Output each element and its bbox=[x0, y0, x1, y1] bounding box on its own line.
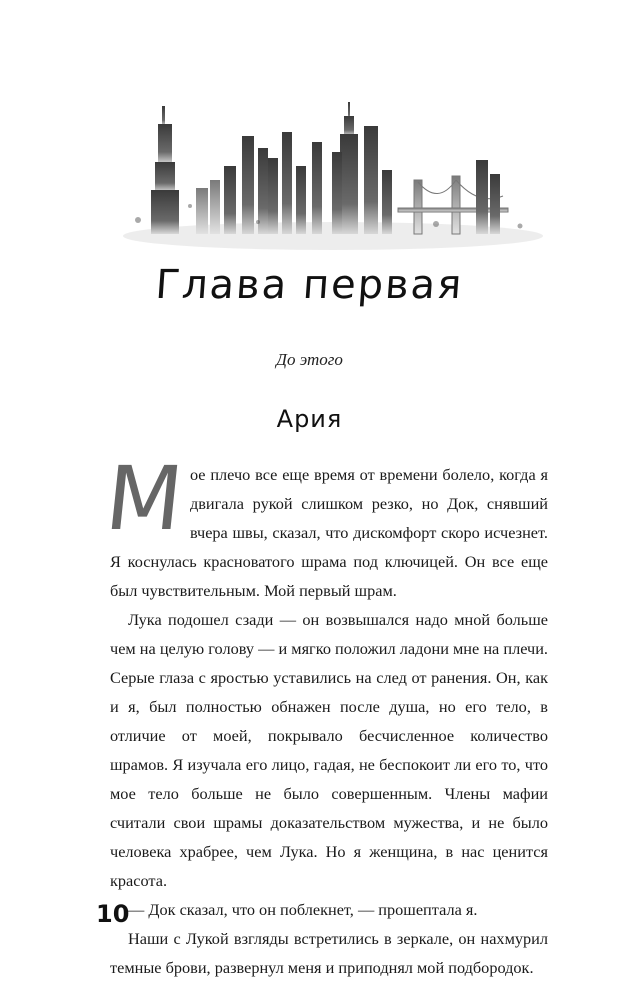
skyscraper-icon bbox=[340, 102, 358, 234]
drop-cap: М bbox=[100, 447, 188, 550]
paragraph: — Док сказал, что он поблекнет, — прошептала я. bbox=[128, 900, 478, 919]
chapter-title: Глава первая bbox=[154, 262, 465, 308]
chapter-subtitle: До этого bbox=[276, 350, 343, 369]
statue-of-liberty-icon bbox=[151, 106, 179, 234]
section-title: Ария bbox=[276, 405, 343, 433]
page-number: 10 bbox=[96, 900, 130, 928]
paragraph: Наши с Лукой взгляды встретились в зеркале, он нахмурил темные брови, развернул меня и приподнял мой подбородок. bbox=[110, 929, 548, 977]
body-text bbox=[100, 447, 548, 982]
city-skyline-illustration bbox=[118, 96, 548, 256]
paragraph bbox=[100, 447, 548, 605]
paragraph-text: ое плечо все еще время от времени болело, когда я двигала рукой слишком резко, но Док, снявший вчера швы, сказал, что дискомфорт скоро исчезнет. Я коснулась красноватого шрама под ключицей. Он все еще был чувствительным. Мой первый шрам. bbox=[110, 465, 548, 600]
paragraph: Лука подошел сзади — он возвышался надо мной больше чем на целую голову — и мягко положил ладони мне на плечи. Серые глаза с яростью уставились на след от ранения. Он, как и я, был полностью обнажен после душа, но его тело, в отличие от моей, покрывало бесчисленное количество шрамов. Я изучала его лицо, гадая, не беспокоит ли его то, что мое тело больше не было совершенным. Члены мафии считали свои шрамы доказательством мужества, и не было человека храбрее, чем Лука. Но я женщина, в нас ценится красота. bbox=[110, 610, 548, 890]
